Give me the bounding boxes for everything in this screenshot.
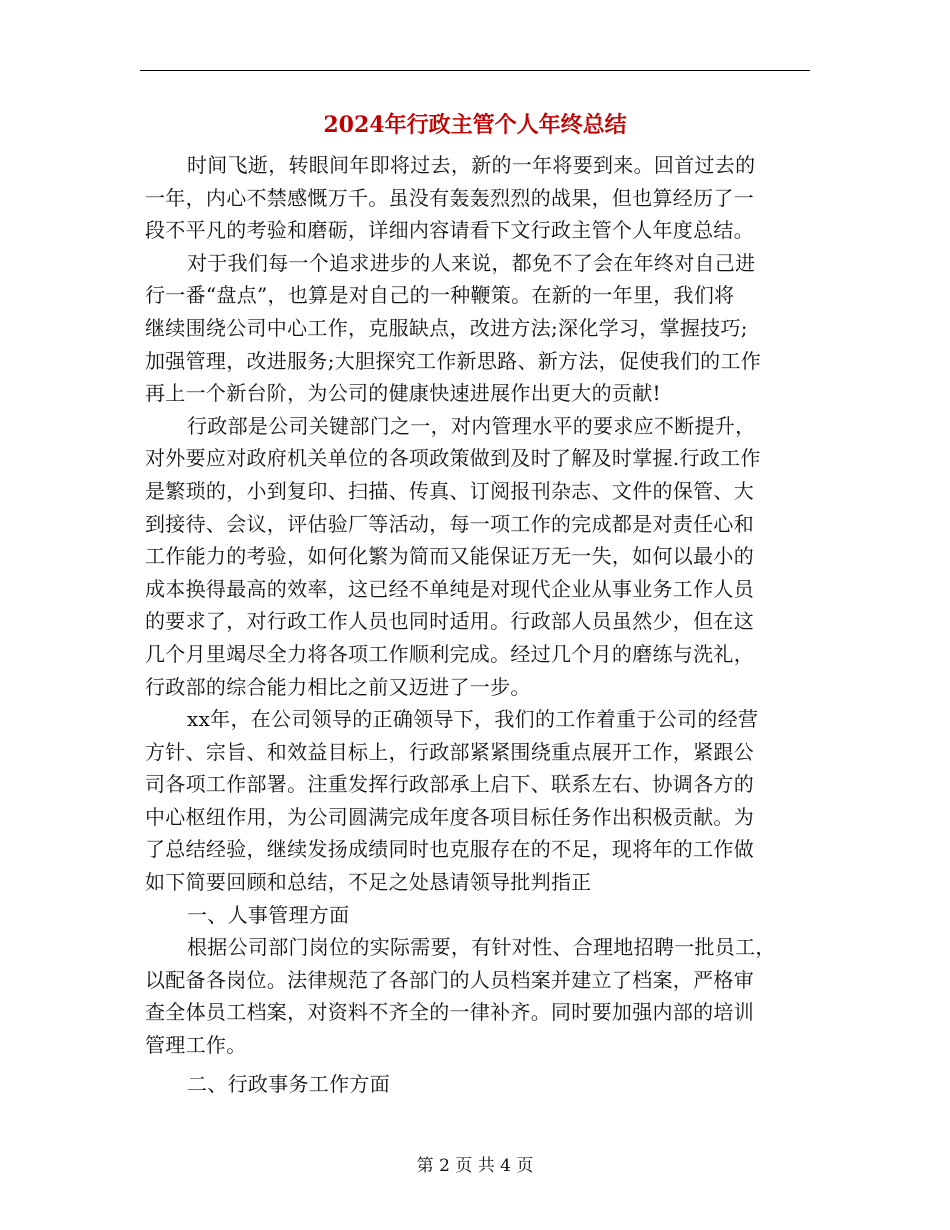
text-line: 加强管理，改进服务;大胆探究工作新思路、新方法，促使我们的工作 — [145, 348, 762, 373]
text-line: 行一番“盘点”，也算是对自己的一种鞭策。在新的一年里，我们将 — [145, 283, 735, 308]
text-line: 中心枢纽作用，为公司圆满完成年度各项目标任务作出积极贡献。为 — [145, 804, 754, 829]
text-line: 几个月里竭尽全力将各项工作顺利完成。经过几个月的磨练与洗礼， — [145, 641, 754, 666]
text-line: 时间飞逝，转眼间年即将过去，新的一年将要到来。回首过去的 — [187, 153, 756, 177]
text-line: 行政部是公司关键部门之一，对内管理水平的要求应不断提升， — [187, 413, 756, 438]
text-line: 工作能力的考验，如何化繁为简而又能保证万无一失，如何以最小的 — [145, 544, 754, 569]
text-line: 对外要应对政府机关单位的各项政策做到及时了解及时掌握.行政工作 — [145, 446, 761, 471]
document-title: 2024年行政主管个人年终总结 — [323, 112, 627, 138]
text-line: 的要求了，对行政工作人员也同时适用。行政部人员虽然少，但在这 — [145, 609, 754, 634]
text-line: 一年，内心不禁感慨万千。虽没有轰轰烈烈的战果，但也算经历了一 — [145, 185, 754, 210]
text-line: 根据公司部门岗位的实际需要，有针对性、合理地招聘一批员工， — [187, 935, 776, 960]
section-heading: 一、人事管理方面 — [187, 902, 350, 927]
text-line: 再上一个新台阶，为公司的健康快速进展作出更大的贡献! — [145, 381, 661, 406]
section-heading: 二、行政事务工作方面 — [187, 1071, 390, 1096]
text-line: 段不平凡的考验和磨砺，详细内容请看下文行政主管个人年度总结。 — [145, 218, 754, 243]
text-line: 对于我们每一个追求进步的人来说，都免不了会在年终对自己进 — [187, 250, 756, 275]
text-line: 是繁琐的，小到复印、扫描、传真、订阅报刊杂志、文件的保管、大 — [145, 478, 754, 503]
document-body — [145, 149, 813, 1100]
header-rule — [140, 70, 810, 71]
text-line: 到接待、会议，评估验厂等活动，每一项工作的完成都是对责任心和 — [145, 511, 754, 536]
page-number: 第 2 页 共 4 页 — [416, 1156, 534, 1176]
text-line: 管理工作。 — [145, 1033, 247, 1058]
text-line: 成本换得最高的效率，这已经不单纯是对现代企业从事业务工作人员 — [145, 576, 754, 601]
text-line: 了总结经验，继续发扬成绩同时也克服存在的不足，现将年的工作做 — [145, 837, 754, 862]
text-line: 继续围绕公司中心工作，克服缺点，改进方法;深化学习，掌握技巧; — [145, 315, 748, 340]
text-line: 如下简要回顾和总结，不足之处恳请领导批判指正 — [145, 870, 592, 895]
text-line: 查全体员工档案，对资料不齐全的一律补齐。同时要加强内部的培训 — [145, 1000, 754, 1025]
text-line: xx年，在公司领导的正确领导下，我们的工作着重于公司的经营 — [187, 707, 759, 732]
text-line: 司各项工作部署。注重发挥行政部承上启下、联系左右、协调各方的 — [145, 772, 754, 797]
text-line: 以配备各岗位。法律规范了各部门的人员档案并建立了档案，严格审 — [145, 967, 754, 992]
text-line: 方针、宗旨、和效益目标上，行政部紧紧围绕重点展开工作，紧跟公 — [145, 739, 754, 764]
text-line: 行政部的综合能力相比之前又迈进了一步。 — [145, 674, 531, 699]
